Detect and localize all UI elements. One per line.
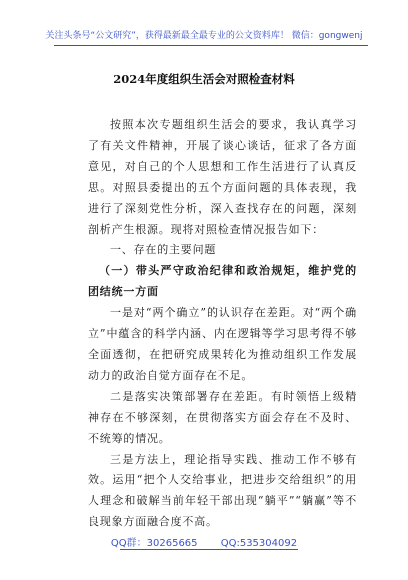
qq-number: QQ:535304092: [220, 538, 298, 549]
paragraph-2: 二是落实决策部署存在差距。有时领悟上级精神存在不够深刻，在贯彻落实方面会存在不及时、不统筹的情况。: [88, 389, 357, 445]
paragraph-1: 一是对“两个确立”的认识存在差距。对“两个确立”中蕴含的科学内涵、内在逻辑等学习思考得不够全面透彻，在把研究成果转化为推动组织工作发展动力的政治自觉方面存在不足。: [88, 306, 357, 382]
intro-paragraph: 按照本次专题组织生活会的要求，我认真学习了有关文件精神，开展了谈心谈话，征求了各方面意见，对自己的个人思想和工作生活进行了认真反思。对照县委提出的五个方面问题的具体表现，我进行了深刻党性分析，深入查找存在的问题，深刻剖析产生根源。现将对照检查情况报告如下：: [88, 118, 357, 236]
header-divider: [54, 45, 368, 46]
header-note: 关注头条号“公文研究”，获得最新最全最专业的公文资料库！ 微信：gongwenj: [45, 31, 363, 41]
document-body: [88, 115, 357, 533]
qq-group: QQ群：30265665: [110, 538, 198, 549]
subsection-heading: （一）带头严守政治纪律和政治规矩，维护党的团结统一方面: [88, 264, 357, 299]
footer-contact: [0, 534, 408, 549]
footer-divider: [120, 549, 298, 550]
section-heading: 一、存在的主要问题: [110, 243, 217, 257]
paragraph-3: 三是方法上，理论指导实践、推动工作不够有效。运用“把个人交给事业，把进步交给组织”的用人理念和破解当前年轻干部出现“躺平”“躺赢”等不良现象方面融合度不高。: [88, 452, 357, 529]
document-title: 2024年度组织生活会对照检查材料: [113, 72, 295, 86]
